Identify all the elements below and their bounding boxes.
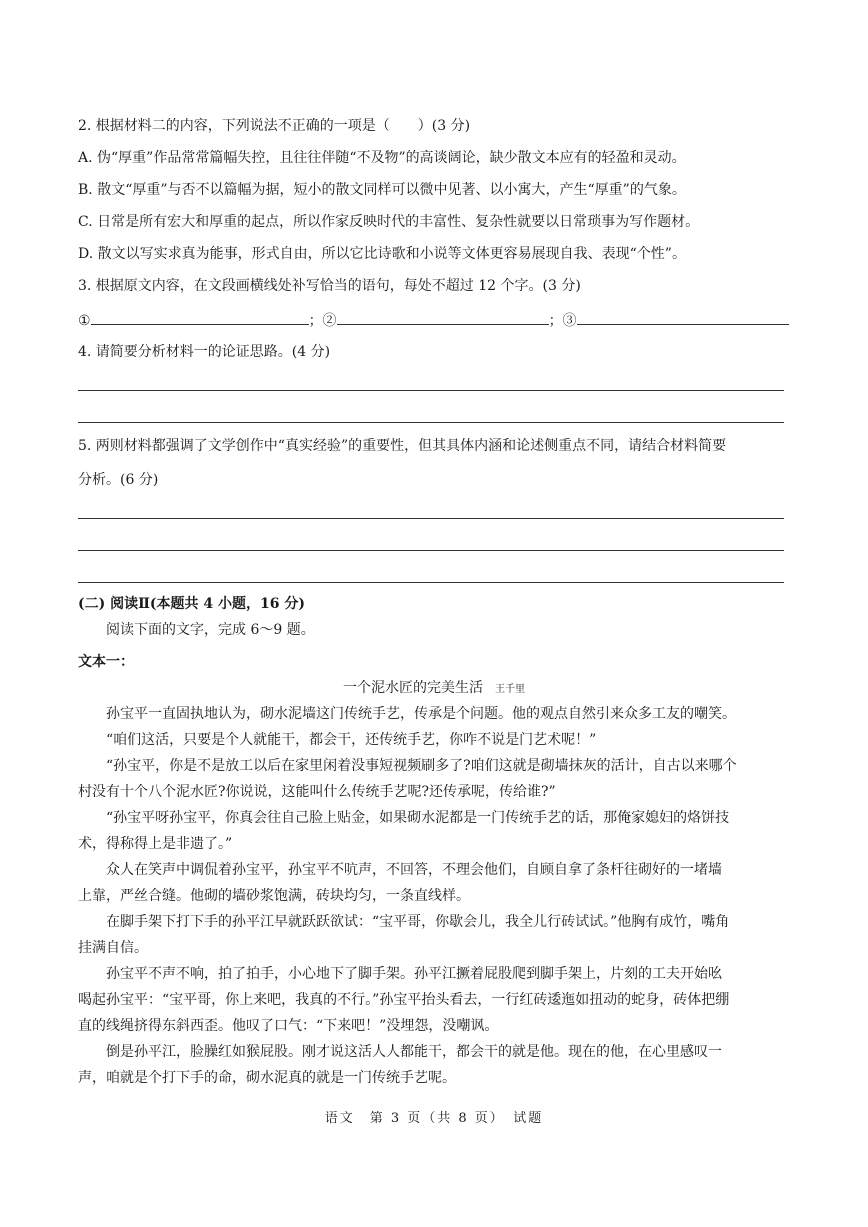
question-2-option-d: D. 散文以写实求真为能事，形式自由，所以它比诗歌和小说等文体更容易展现自我、表现“个性”。 [78, 246, 686, 262]
passage-line: 在脚手架下打下手的孙平江早就跃跃欲试：“宝平哥，你歇会儿，我全儿行砖试试。”他胸有成竹，嘴角 [106, 914, 730, 930]
answer-blank-2[interactable] [337, 310, 549, 325]
answer-blank-3[interactable] [577, 310, 789, 325]
passage-line: 声，咱就是个打下手的命，砌水泥真的就是一门传统手艺呢。 [78, 1070, 456, 1086]
question-2-option-a: A. 伪“厚重”作品常常篇幅失控，且往往伴随“不及物”的高谈阔论，缺少散文本应有的轻盈和灵动。 [78, 150, 686, 166]
passage-title-text: 一个泥水匠的完美生活 [343, 680, 483, 696]
question-2-option-b: B. 散文“厚重”与否不以篇幅为据，短小的散文同样可以微中见著、以小寓大，产生“厚重”的气象。 [78, 182, 686, 198]
text-label: 文本一： [78, 654, 134, 670]
passage-line: 上靠，严丝合缝。他砌的墙砂浆饱满，砖块均匀，一条直线样。 [78, 888, 470, 904]
answer-line[interactable] [78, 390, 784, 391]
section-heading: (二) 阅读Ⅱ(本题共 4 小题，16 分) [78, 596, 306, 612]
blank-marker-1: ① [78, 313, 91, 329]
question-5-stem-line-1: 5. 两则材料都强调了文学创作中“真实经验”的重要性，但其具体内涵和论述侧重点不同，请结合材料简要 [78, 438, 727, 454]
passage-line: “咱们这活，只要是个人就能干，都会干，还传统手艺，你咋不说是门艺术呢！” [106, 732, 597, 748]
passage-title [0, 678, 868, 700]
answer-line[interactable] [78, 518, 784, 519]
question-2-option-c: C. 日常是所有宏大和厚重的起点，所以作家反映时代的丰富性、复杂性就要以日常琐事为写作题材。 [78, 214, 700, 230]
passage-line: 倒是孙平江，脸臊红如猴屁股。刚才说这活人人都能干，都会干的就是他。现在的他，在心里感叹一 [106, 1044, 722, 1060]
question-3-blanks [78, 310, 790, 331]
passage-line: 众人在笑声中调侃着孙宝平，孙宝平不吭声，不回答，不理会他们，自顾自拿了条杆往砌好的一堵墙 [106, 862, 722, 878]
question-4-stem: 4. 请简要分析材料一的论证思路。(4 分) [78, 344, 331, 360]
blank-marker-2: ；② [308, 313, 337, 329]
passage-line: 孙宝平不声不响，拍了拍手，小心地下了脚手架。孙平江撅着屁股爬到脚手架上，片刻的工夫开始吆 [106, 966, 722, 982]
question-5-stem-line-2: 分析。(6 分) [78, 472, 159, 488]
passage-line: 术，得称得上是非遗了。” [78, 836, 233, 852]
passage-line: 孙宝平一直固执地认为，砌水泥墙这门传统手艺，传承是个问题。他的观点自然引来众多工友的嘲笑。 [106, 706, 736, 722]
answer-line[interactable] [78, 582, 784, 583]
passage-line: 村没有十个八个泥水匠?你说说，这能叫什么传统手艺呢?还传承呢，传给谁?” [78, 784, 556, 800]
passage-line: 喝起孙宝平：“宝平哥，你上来吧，我真的不行。”孙宝平抬头看去，一行红砖逶迤如扭动的蛇身，砖体把绷 [78, 992, 730, 1008]
answer-blank-1[interactable] [91, 310, 309, 325]
passage-line: “孙宝平，你是不是放工以后在家里闲着没事短视频刷多了?咱们这就是砌墙抹灰的活计，自古以来哪个 [106, 758, 737, 774]
passage-line: “孙宝平呀孙宝平，你真会往自己脸上贴金，如果砌水泥都是一门传统手艺的话，那俺家媳妇的烙饼技 [106, 810, 730, 826]
passage-line: 直的线绳挤得东斜西歪。他叹了口气：“下来吧！”没埋怨，没嘲讽。 [78, 1018, 499, 1034]
question-2-stem: 2. 根据材料二的内容，下列说法不正确的一项是（ ）(3 分) [78, 118, 471, 134]
page-footer: 语文 第 3 页（共 8 页） 试题 [324, 1111, 544, 1126]
answer-line[interactable] [78, 550, 784, 551]
passage-author: 王千里 [495, 684, 525, 695]
section-instruction: 阅读下面的文字，完成 6～9 题。 [106, 622, 315, 638]
blank-marker-3: ；③ [548, 313, 577, 329]
answer-line[interactable] [78, 422, 784, 423]
passage-line: 挂满自信。 [78, 940, 148, 956]
question-3-stem: 3. 根据原文内容，在文段画横线处补写恰当的语句，每处不超过 12 个字。(3 分) [78, 278, 581, 294]
